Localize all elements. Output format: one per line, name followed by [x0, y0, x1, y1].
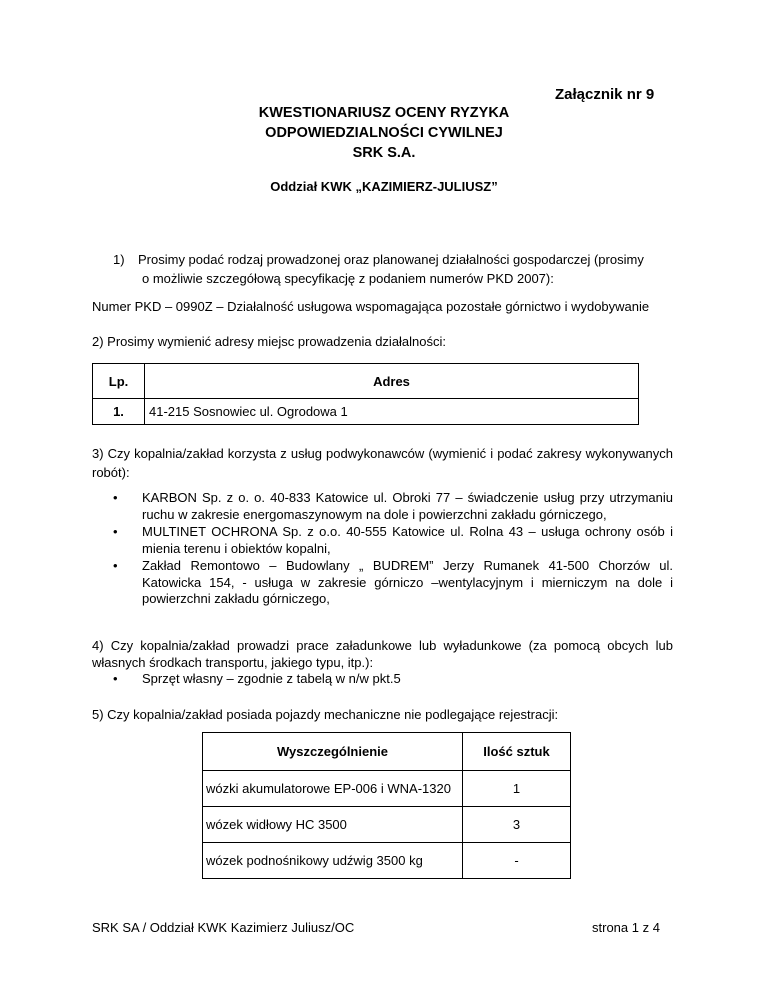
vehicle-name: wózek podnośnikowy udźwig 3500 kg [203, 843, 463, 879]
row-address: 41-215 Sosnowiec ul. Ogrodowa 1 [145, 399, 639, 425]
question-1-number: 1) [113, 252, 125, 267]
vehicles-table [202, 732, 571, 879]
table-header-row [203, 733, 571, 771]
table-header-row [93, 364, 639, 399]
table-row [203, 771, 571, 807]
subcontractor-list [113, 490, 673, 609]
question-1-text-line-2: o możliwie szczegółową specyfikację z podaniem numerów PKD 2007): [142, 271, 554, 286]
department-name: Oddział KWK „KAZIMIERZ-JULIUSZ” [270, 179, 498, 194]
table-row [203, 807, 571, 843]
list-item-text: MULTINET OCHRONA Sp. z o.o. 40-555 Katowice ul. Rolna 43 – usługa ochrony osób i mienia terenu i obiektów kopalni, [142, 524, 673, 556]
question-4-item-text: Sprzęt własny – zgodnie z tabelą w n/w pkt.5 [142, 671, 401, 686]
bullet-icon: • [113, 524, 118, 539]
header-specification: Wyszczególnienie [203, 733, 463, 771]
document-title-line-3: SRK S.A. [352, 145, 416, 161]
bullet-icon: • [113, 490, 118, 505]
question-1-text-line-1: Prosimy podać rodzaj prowadzonej oraz planowanej działalności gospodarczej (prosimy [138, 252, 644, 267]
bullet-icon: • [113, 558, 118, 573]
question-5-text: 5) Czy kopalnia/zakład posiada pojazdy mechaniczne nie podlegające rejestracji: [92, 707, 559, 722]
row-number: 1. [93, 399, 145, 425]
vehicle-quantity: - [463, 843, 571, 879]
vehicle-name: wózek widłowy HC 3500 [203, 807, 463, 843]
address-table [92, 363, 639, 425]
table-row [203, 843, 571, 879]
question-2-text: 2) Prosimy wymienić adresy miejsc prowadzenia działalności: [92, 334, 447, 349]
table-row [93, 399, 639, 425]
footer-left: SRK SA / Oddział KWK Kazimierz Juliusz/OC [92, 920, 355, 935]
list-item-text: Zakład Remontowo – Budowlany „ BUDREM” Jerzy Rumanek 41-500 Chorzów ul. Katowicka 154, - usługa w zakresie górniczo –wentylacyjnym i mierniczym na dole i powierzchni zakładu górniczego, [142, 558, 673, 606]
document-title-line-2: ODPOWIEDZIALNOŚCI CYWILNEJ [265, 125, 503, 141]
list-item [113, 490, 673, 523]
header-address: Adres [145, 364, 639, 399]
list-item [113, 524, 673, 557]
list-item-text: KARBON Sp. z o. o. 40-833 Katowice ul. Obroki 77 – świadczenie usług przy utrzymaniu ruchu w zakresie energomaszynowym na dole i powierzchni zakładu górniczego, [142, 490, 673, 522]
header-quantity: Ilość sztuk [463, 733, 571, 771]
attachment-label: Załącznik nr 9 [555, 86, 655, 103]
question-4-item [113, 671, 401, 686]
question-3-text: 3) Czy kopalnia/zakład korzysta z usług podwykonawców (wymienić i podać zakresy wykonywanych robót): [92, 446, 673, 480]
document-title-line-1: KWESTIONARIUSZ OCENY RYZYKA [258, 105, 510, 121]
question-4-text: 4) Czy kopalnia/zakład prowadzi prace załadunkowe lub wyładunkowe (za pomocą obcych lub własnych środkach transportu, jakiego typu, itp.): [92, 638, 673, 670]
bullet-icon: • [113, 671, 118, 686]
vehicle-quantity: 1 [463, 771, 571, 807]
question-1 [113, 250, 673, 288]
list-item [113, 558, 673, 608]
header-lp: Lp. [93, 364, 145, 399]
vehicle-quantity: 3 [463, 807, 571, 843]
pkd-answer: Numer PKD – 0990Z – Działalność usługowa wspomagająca pozostałe górnictwo i wydobywanie [92, 299, 650, 314]
page-number: strona 1 z 4 [592, 920, 660, 935]
vehicle-name: wózki akumulatorowe EP-006 i WNA-1320 [203, 771, 463, 807]
